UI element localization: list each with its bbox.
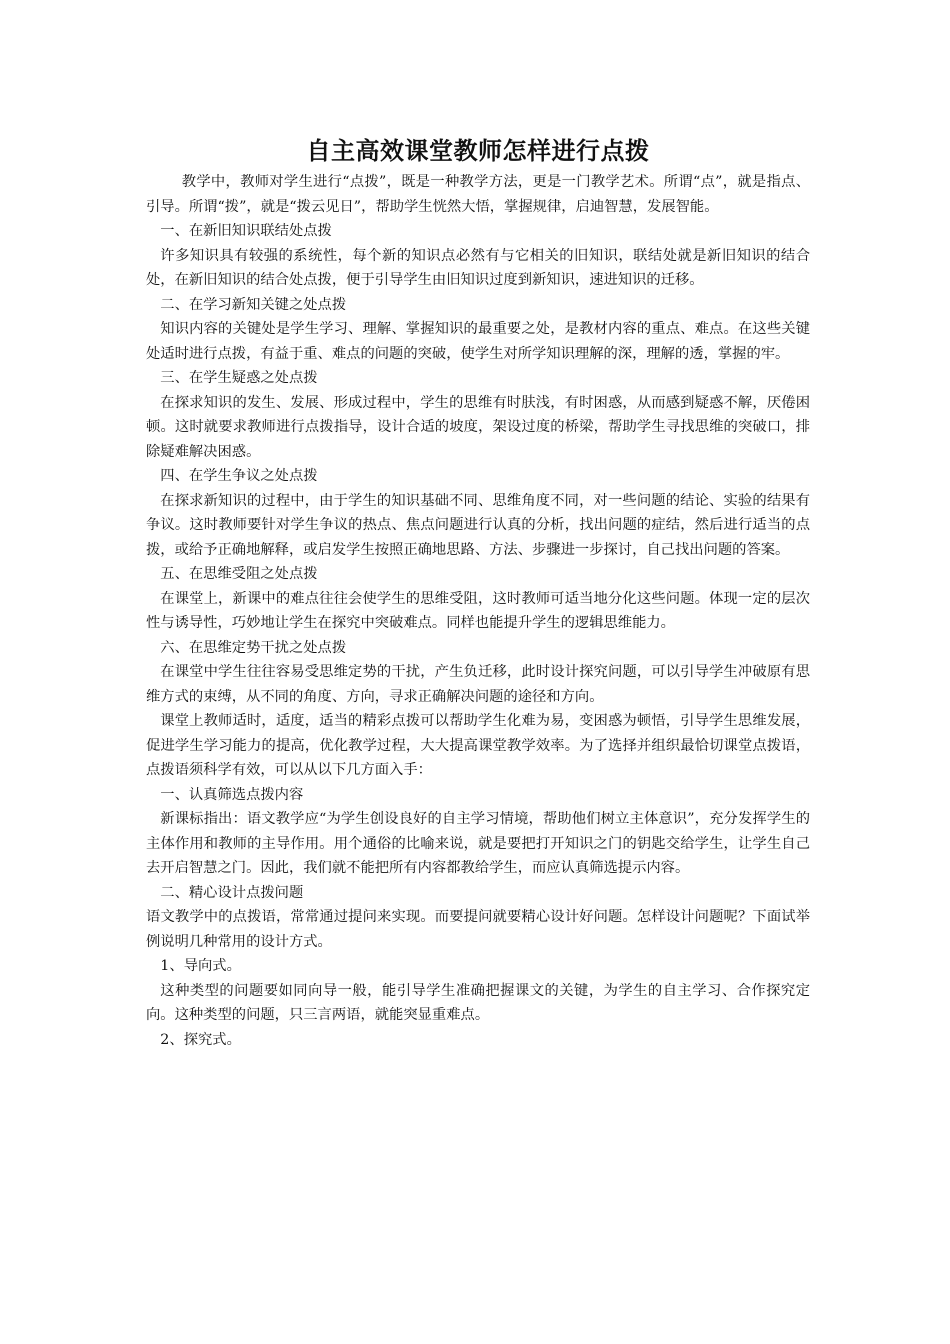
paragraph: 在探求知识的发生、发展、形成过程中，学生的思维有时肤浅，有时困惑，从而感到疑惑不解，厌倦困顿。这时就要求教师进行点拨指导，设计合适的坡度，架设过度的桥梁，帮助学生寻找思维的突破口，排除疑难解决困惑。	[146, 394, 810, 460]
paragraph: 语文教学中的点拨语，常常通过提问来实现。而要提问就要精心设计好问题。怎样设计问题呢？下面试举例说明几种常用的设计方式。	[146, 909, 810, 950]
paragraph: 在课堂上，新课中的难点往往会使学生的思维受阻，这时教师可适当地分化这些问题。体现一定的层次性与诱导性，巧妙地让学生在探究中突破难点。同样也能提升学生的逻辑思维能力。	[146, 590, 810, 631]
section-heading: 四、在学生争议之处点拨	[160, 468, 318, 484]
paragraph: 在探求新知识的过程中，由于学生的知识基础不同、思维角度不同，对一些问题的结论、实验的结果有争议。这时教师要针对学生争议的热点、焦点问题进行认真的分析，找出问题的症结，然后进行适当的点拨，或给予正确地解释，或启发学生按照正确地思路、方法、步骤进一步探讨，自己找出问题的答案。	[146, 492, 810, 558]
subsection-heading: 2、探究式。	[160, 1031, 241, 1048]
paragraph: 教学中，教师对学生进行“点拨”，既是一种教学方法，更是一门教学艺术。所谓“点”，就是指点、引导。所谓“拨”，就是“拨云见日”，帮助学生恍然大悟，掌握规律，启迪智慧，发展智能。	[146, 174, 810, 215]
paragraph: 在课堂中学生往往容易受思维定势的干扰，产生负迁移，此时设计探究问题，可以引导学生冲破原有思维方式的束缚，从不同的角度、方向，寻求正确解决问题的途径和方向。	[146, 664, 810, 705]
section-heading: 一、认真筛选点拨内容	[160, 786, 304, 803]
section-heading: 二、在学习新知关键之处点拨	[160, 296, 347, 313]
section-heading: 六、在思维定势干扰之处点拨	[160, 639, 347, 656]
section-heading: 一、在新旧知识联结处点拨	[160, 223, 332, 239]
section-heading: 二、精心设计点拨问题	[160, 884, 304, 901]
paragraph: 知识内容的关键处是学生学习、理解、掌握知识的最重要之处，是教材内容的重点、难点。在这些关键处适时进行点拨，有益于重、难点的问题的突破，使学生对所学知识理解的深，理解的透，掌握的牢。	[146, 321, 810, 362]
subsection-heading: 1、导向式。	[160, 958, 241, 974]
paragraph-list	[146, 170, 810, 1052]
document-title: 自主高效课堂教师怎样进行点拨	[306, 137, 650, 165]
section-heading: 三、在学生疑惑之处点拨	[160, 370, 318, 386]
paragraph: 新课标指出：语文教学应“为学生创设良好的自主学习情境，帮助他们树立主体意识”，充分发挥学生的主体作用和教师的主导作用。用个通俗的比喻来说，就是要把打开知识之门的钥匙交给学生，让学生自己去开启智慧之门。因此，我们就不能把所有内容都教给学生，而应认真筛选提示内容。	[146, 811, 810, 876]
paragraph: 这种类型的问题要如同向导一般，能引导学生准确把握课文的关键，为学生的自主学习、合作探究定向。这种类型的问题，只三言两语，就能突显重难点。	[146, 982, 810, 1023]
document-body	[146, 136, 810, 1052]
paragraph: 课堂上教师适时，适度，适当的精彩点拨可以帮助学生化难为易，变困惑为顿悟，引导学生思维发展，促进学生学习能力的提高，优化教学过程，大大提高课堂教学效率。为了选择并组织最恰切课堂点拨语，点拨语须科学有效，可以从以下几方面入手：	[146, 713, 810, 778]
paragraph: 许多知识具有较强的系统性，每个新的知识点必然有与它相关的旧知识，联结处就是新旧知识的结合处，在新旧知识的结合处点拨，便于引导学生由旧知识过度到新知识，速进知识的迁移。	[146, 247, 810, 288]
section-heading: 五、在思维受阻之处点拨	[160, 566, 318, 582]
